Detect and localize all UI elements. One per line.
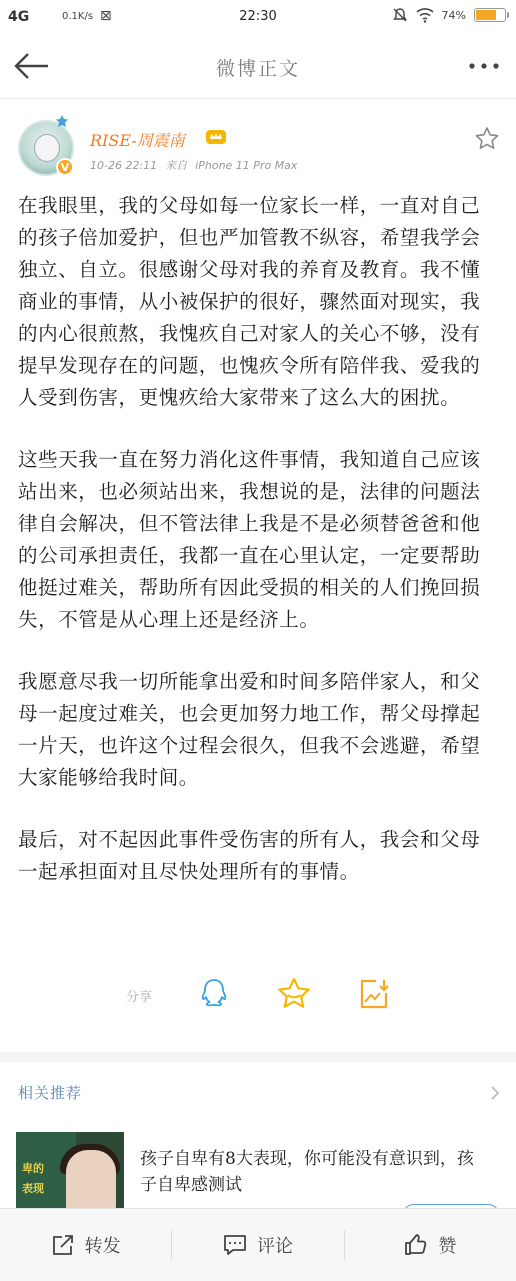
verified-badge: V xyxy=(56,158,74,176)
related-thumbnail xyxy=(16,1132,124,1212)
thumbnail-caption: 表现 xyxy=(22,1182,44,1195)
post-source: iPhone 11 Pro Max xyxy=(195,159,298,172)
post-paragraph: 最后，对不起因此事件受伤害的所有人，我会和父母一起承担面对且尽快处理所有的事情。 xyxy=(18,828,481,883)
favorite-star-icon[interactable] xyxy=(474,126,500,152)
like-button[interactable] xyxy=(345,1209,516,1281)
save-image-icon[interactable] xyxy=(356,976,392,1012)
post-paragraph: 在我眼里，我的父母如每一位家长一样，一直对自己的孩子倍加爱护，但也严加管教不纵容，希望我学会独立、自立。很感谢父母对我的养育及教育。我不懂商业的事情，从小被保护的很好，骤然面对现实，我的内心很煎熬，我愧疚自己对家人的关心不够，没有提早发现存在的问题，也愧疚令所有陪伴我、爱我的人受到伤害，更愧疚给大家带来了这么大的困扰。 xyxy=(18,194,481,409)
nav-bar xyxy=(0,34,516,99)
share-row xyxy=(0,968,516,1024)
chevron-right-icon[interactable] xyxy=(488,1084,502,1102)
battery-percent: 74% xyxy=(441,8,466,22)
nfc-icon: ⊠ xyxy=(100,8,112,24)
post-author-header xyxy=(0,100,516,180)
thumbnail-caption: 卑的 xyxy=(22,1162,44,1175)
thumbs-up-icon xyxy=(404,1233,428,1257)
post-meta xyxy=(90,157,305,173)
more-options-icon[interactable] xyxy=(466,52,502,80)
post-paragraph: 我愿意尽我一切所能拿出爱和时间多陪伴家人，和父母一起度过难关，也会更加努力地工作，帮父母撑起一片天，也许这个过程会很久，但我不会逃避，希望大家能够给我时间。 xyxy=(18,670,481,789)
repost-label: 转发 xyxy=(84,1236,121,1257)
comment-icon xyxy=(223,1233,247,1257)
related-section-title: 相关推荐 xyxy=(18,1084,83,1102)
repost-button[interactable] xyxy=(0,1209,171,1281)
battery-icon xyxy=(474,8,506,22)
favorite-star-icon[interactable] xyxy=(276,976,312,1012)
page-title: 微博正文 xyxy=(215,58,300,80)
clock: 22:30 xyxy=(239,9,277,24)
member-badge-icon xyxy=(54,114,70,130)
network-speed: 0.1K/s xyxy=(62,11,94,22)
author-name[interactable]: RISE-周震南 xyxy=(90,131,185,150)
post-paragraph: 这些天我一直在努力消化这件事情，我知道自己应该站出来，也必须站出来，我想说的是，法律的问题法律自会解决，但不管法律上我是不是必须替爸爸和他的公司承担责任，我都一直在心里认定，一定要帮助他挺过难关，帮助所有因此受损的相关的人们挽回损失，不管是从心理上还是经济上。 xyxy=(18,448,481,631)
qq-icon[interactable] xyxy=(196,976,232,1012)
post-date: 10-26 22:11 xyxy=(90,159,158,172)
repost-icon xyxy=(51,1233,75,1257)
comment-label: 评论 xyxy=(256,1236,293,1257)
signal-indicator: 4G xyxy=(8,9,30,25)
mute-icon xyxy=(392,7,408,23)
related-item[interactable] xyxy=(0,1124,516,1210)
bottom-toolbar xyxy=(0,1208,516,1281)
post-body xyxy=(18,190,498,918)
comment-button[interactable] xyxy=(172,1209,343,1281)
related-item-title: 孩子自卑有8大表现，你可能没有意识到，孩子自卑感测试 xyxy=(140,1149,474,1195)
status-right xyxy=(392,7,506,23)
like-label: 赞 xyxy=(438,1236,457,1257)
share-label: 分享 xyxy=(126,990,153,1005)
section-divider xyxy=(0,1052,516,1062)
status-bar xyxy=(0,0,516,34)
wifi-icon xyxy=(416,7,434,23)
source-prefix: 来自 xyxy=(165,159,188,172)
crown-icon xyxy=(205,126,227,146)
